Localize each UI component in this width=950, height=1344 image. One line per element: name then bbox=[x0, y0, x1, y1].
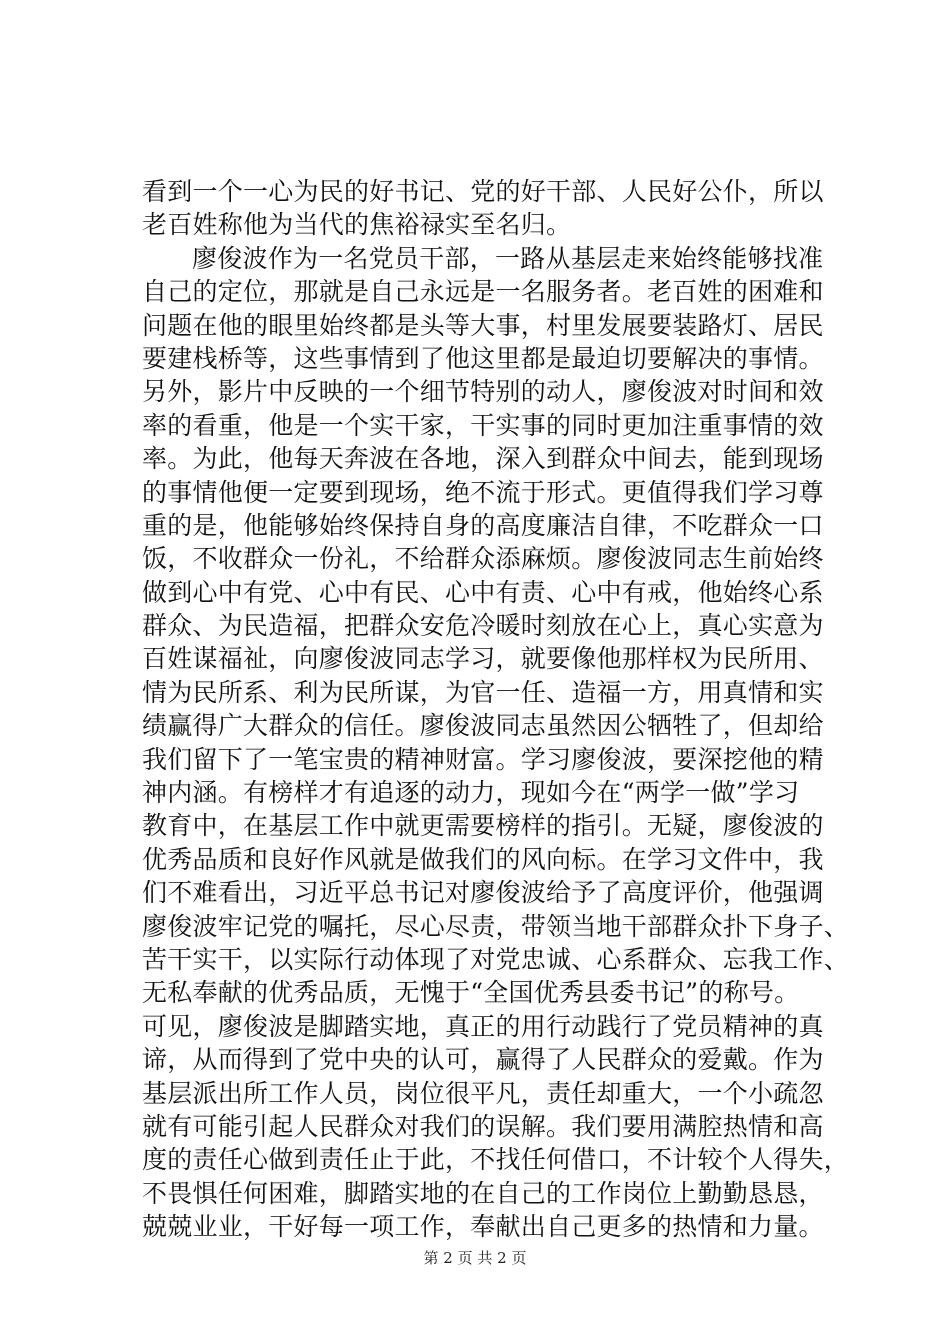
paragraph bbox=[142, 175, 832, 242]
text-line: 不畏惧任何困难，脚踏实地的在自己的工作岗位上勤勤恳恳， bbox=[142, 1178, 824, 1208]
text-line: 们不难看出，习近平总书记对廖俊波给予了高度评价，他强调 bbox=[142, 878, 824, 908]
text-line: 做到心中有党、心中有民、心中有责、心中有戒，他始终心系 bbox=[142, 577, 824, 607]
text-line: 教育中，在基层工作中就更需要榜样的指引。无疑，廖俊波的 bbox=[142, 811, 824, 841]
text-line: 度的责任心做到责任止于此，不找任何借口，不计较个人得失， bbox=[142, 1145, 850, 1175]
text-line: 老百姓称他为当代的焦裕禄实至名归。 bbox=[142, 210, 572, 240]
text-line: 重的是，他能够始终保持自身的高度廉洁自律，不吃群众一口 bbox=[142, 510, 824, 540]
text-line: 群众、为民造福，把群众安危冷暖时刻放在心上，真心实意为 bbox=[142, 611, 824, 641]
text-line: 率的看重，他是一个实干家，干实事的同时更加注重事情的效 bbox=[142, 410, 824, 440]
text-line: 的事情他便一定要到现场，绝不流于形式。更值得我们学习尊 bbox=[142, 477, 824, 507]
text-line: 我们留下了一笔宝贵的精神财富。学习廖俊波，要深挖他的精 bbox=[142, 744, 824, 774]
text-line: 看到一个一心为民的好书记、党的好干部、人民好公仆，所以 bbox=[142, 177, 824, 206]
document-body bbox=[142, 175, 850, 1244]
text-line: 要建栈桥等，这些事情到了他这里都是最迫切要解决的事情。 bbox=[142, 343, 824, 373]
text-line: 谛，从而得到了党中央的认可，赢得了人民群众的爱戴。作为 bbox=[142, 1045, 824, 1075]
text-line: 自己的定位，那就是自己永远是一名服务者。老百姓的困难和 bbox=[142, 277, 824, 307]
text-line: 绩赢得广大群众的信任。廖俊波同志虽然因公牺牲了，但却给 bbox=[142, 711, 824, 741]
paragraph bbox=[142, 242, 850, 1244]
text-line: 神内涵。有榜样才有追逐的动力，现如今在“两学一做”学习 bbox=[142, 778, 800, 808]
text-line: 问题在他的眼里始终都是头等大事，村里发展要装路灯、居民 bbox=[142, 310, 824, 340]
text-line: 另外，影片中反映的一个细节特别的动人，廖俊波对时间和效 bbox=[142, 377, 824, 407]
text-line: 优秀品质和良好作风就是做我们的风向标。在学习文件中，我 bbox=[142, 844, 824, 874]
text-line: 就有可能引起人民群众对我们的误解。我们要用满腔热情和高 bbox=[142, 1111, 824, 1141]
text-line: 廖俊波牢记党的嘱托，尽心尽责，带领当地干部群众扑下身子、 bbox=[142, 911, 850, 941]
text-line: 苦干实干，以实际行动体现了对党忠诚、心系群众、忘我工作、 bbox=[142, 944, 850, 974]
text-line: 兢兢业业，干好每一项工作，奉献出自己更多的热情和力量。 bbox=[142, 1212, 824, 1242]
text-line: 基层派出所工作人员，岗位很平凡，责任却重大，一个小疏忽 bbox=[142, 1078, 824, 1108]
text-line: 百姓谋福祉，向廖俊波同志学习，就要像他那样权为民所用、 bbox=[142, 644, 824, 674]
text-line: 情为民所系、利为民所谋，为官一任、造福一方，用真情和实 bbox=[142, 677, 824, 707]
text-line: 廖俊波作为一名党员干部，一路从基层走来始终能够找准 bbox=[192, 243, 824, 273]
text-line: 饭，不收群众一份礼，不给群众添麻烦。廖俊波同志生前始终 bbox=[142, 544, 824, 574]
text-line: 无私奉献的优秀品质，无愧于“全国优秀县委书记”的称号。 bbox=[142, 978, 800, 1008]
text-line: 可见，廖俊波是脚踏实地，真正的用行动践行了党员精神的真 bbox=[142, 1011, 824, 1041]
text-line: 率。为此，他每天奔波在各地，深入到群众中间去，能到现场 bbox=[142, 444, 824, 474]
page-number-footer: 第 2 页 共 2 页 bbox=[423, 1249, 527, 1267]
